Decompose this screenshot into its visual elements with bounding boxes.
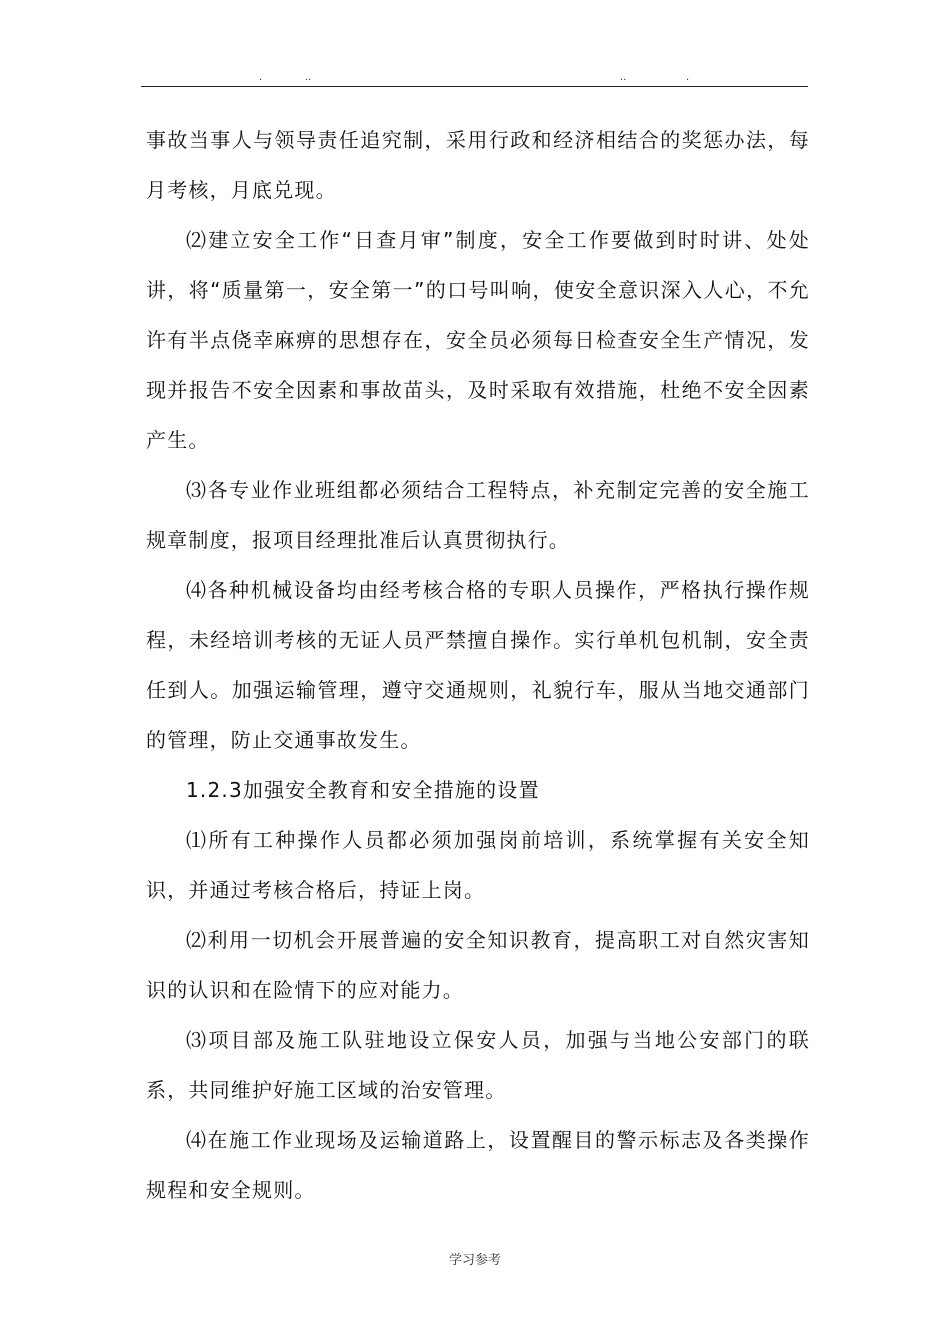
paragraph: ⑷各种机械设备均由经考核合格的专职人员操作，严格执行操作规程，未经培训考核的无证人员严禁擅自操作。实行单机包机制，安全责任到人。加强运输管理，遵守交通规则，礼貌行车，服从当地交通部门的管理，防止交通事故发生。: [146, 578, 810, 752]
document-body: [146, 115, 810, 1215]
page-footer: 学习参考: [448, 1253, 501, 1268]
header-mark: .: [686, 72, 690, 83]
paragraph: ⑴所有工种操作人员都必须加强岗前培训，系统掌握有关安全知识，并通过考核合格后，持证上岗。: [146, 828, 810, 902]
section-heading: 1.2.3加强安全教育和安全措施的设置: [186, 778, 540, 802]
paragraph: 事故当事人与领导责任追究制，采用行政和经济相结合的奖惩办法，每月考核，月底兑现。: [146, 128, 810, 202]
header-mark: ..: [620, 72, 627, 83]
paragraph: ⑶各专业作业班组都必须结合工程特点，补充制定完善的安全施工规章制度，报项目经理批准后认真贯彻执行。: [146, 478, 810, 552]
header-rule: [141, 86, 808, 87]
header-mark: ..: [305, 72, 312, 83]
paragraph: ⑶项目部及施工队驻地设立保安人员，加强与当地公安部门的联系，共同维护好施工区域的治安管理。: [146, 1028, 810, 1102]
header-mark: .: [259, 72, 263, 83]
paragraph: ⑷在施工作业现场及运输道路上，设置醒目的警示标志及各类操作规程和安全规则。: [146, 1128, 810, 1202]
paragraph: ⑵利用一切机会开展普遍的安全知识教育，提高职工对自然灾害知识的认识和在险情下的应对能力。: [146, 928, 810, 1002]
paragraph: ⑵建立安全工作“日查月审”制度，安全工作要做到时时讲、处处讲，将“质量第一，安全第一”的口号叫响，使安全意识深入人心，不允许有半点侥幸麻痹的思想存在，安全员必须每日检查安全生产情况，发现并报告不安全因素和事故苗头，及时采取有效措施，杜绝不安全因素产生。: [146, 228, 810, 452]
